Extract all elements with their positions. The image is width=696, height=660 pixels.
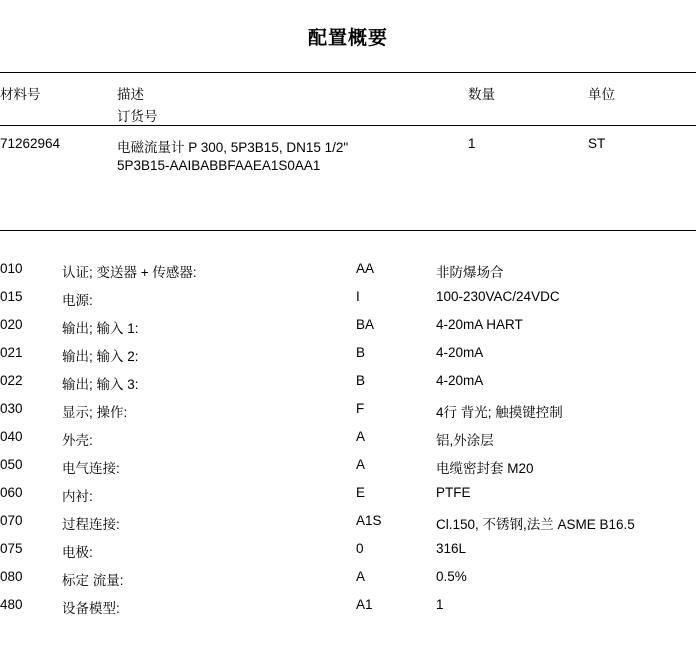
cell-order-code: 5P3B15-AAIBABBFAAEA1S0AA1 [117,158,321,173]
list-item [0,373,696,401]
spec-value: Cl.150, 不锈钢,法兰 ASME B16.5 [436,517,635,532]
spec-position: 015 [0,289,23,304]
column-header-material: 材料号 [0,87,41,102]
specification-list [0,261,696,625]
list-item [0,345,696,373]
list-item [0,261,696,289]
spec-label: 设备模型: [62,601,120,616]
spec-code: A1S [356,513,382,528]
spec-position: 075 [0,541,23,556]
spec-position: 070 [0,513,23,528]
spec-position: 020 [0,317,23,332]
spec-label: 电极: [62,545,93,560]
list-item [0,457,696,485]
spec-code: B [356,345,366,360]
cell-description: 电磁流量计 P 300, 5P3B15, DN15 1/2" [117,140,349,155]
divider-bottom [0,230,696,231]
spec-value: 4行 背光; 触摸键控制 [436,405,563,420]
spec-code: F [356,401,365,416]
list-item [0,569,696,597]
list-item [0,541,696,569]
column-header-order-code: 订货号 [117,109,158,124]
spec-label: 输出; 输入 2: [62,349,139,364]
cell-material-number: 71262964 [0,136,61,151]
spec-value: 铝,外涂层 [436,433,494,448]
list-item [0,401,696,429]
spec-label: 外壳: [62,433,93,448]
spec-code: A [356,457,366,472]
spec-value: 100-230VAC/24VDC [436,289,560,304]
spec-code: AA [356,261,375,276]
spec-position: 021 [0,345,23,360]
column-header-unit: 单位 [588,87,615,102]
list-item [0,485,696,513]
spec-value: 非防爆场合 [436,265,504,280]
list-item [0,317,696,345]
spec-code: I [356,289,360,304]
spec-value: 4-20mA [436,373,484,388]
spec-code: E [356,485,366,500]
spec-code: A [356,569,366,584]
column-header-quantity: 数量 [468,87,495,102]
list-item [0,597,696,625]
spec-position: 050 [0,457,23,472]
spec-code: 0 [356,541,364,556]
spec-label: 过程连接: [62,517,120,532]
list-item [0,513,696,541]
spec-label: 标定 流量: [62,573,124,588]
spec-value: 0.5% [436,569,467,584]
configuration-summary-page [0,23,696,660]
spec-position: 022 [0,373,23,388]
column-header-description: 描述 [117,87,144,102]
spec-value: 316L [436,541,467,556]
cell-quantity: 1 [468,136,476,151]
spec-label: 电源: [62,293,93,308]
spec-code: A1 [356,597,373,612]
page-title: 配置概要 [307,28,388,49]
spec-position: 480 [0,597,23,612]
list-item [0,289,696,317]
spec-value: 4-20mA HART [436,317,523,332]
table-header-row [0,73,696,125]
spec-value: 4-20mA [436,345,484,360]
spec-position: 080 [0,569,23,584]
spec-label: 内衬: [62,489,93,504]
spec-position: 010 [0,261,23,276]
spec-label: 认证; 变送器 + 传感器: [62,265,197,280]
spec-code: BA [356,317,375,332]
spec-label: 输出; 输入 3: [62,377,139,392]
spec-value: PTFE [436,485,471,500]
spec-value: 电缆密封套 M20 [436,461,534,476]
spec-code: B [356,373,366,388]
table-row [0,126,696,184]
list-item [0,429,696,457]
spec-value: 1 [436,597,444,612]
spec-position: 040 [0,429,23,444]
spec-position: 060 [0,485,23,500]
spec-label: 电气连接: [62,461,120,476]
spec-label: 输出; 输入 1: [62,321,139,336]
spec-position: 030 [0,401,23,416]
cell-unit: ST [588,136,606,151]
spec-label: 显示; 操作: [62,405,128,420]
spec-code: A [356,429,366,444]
